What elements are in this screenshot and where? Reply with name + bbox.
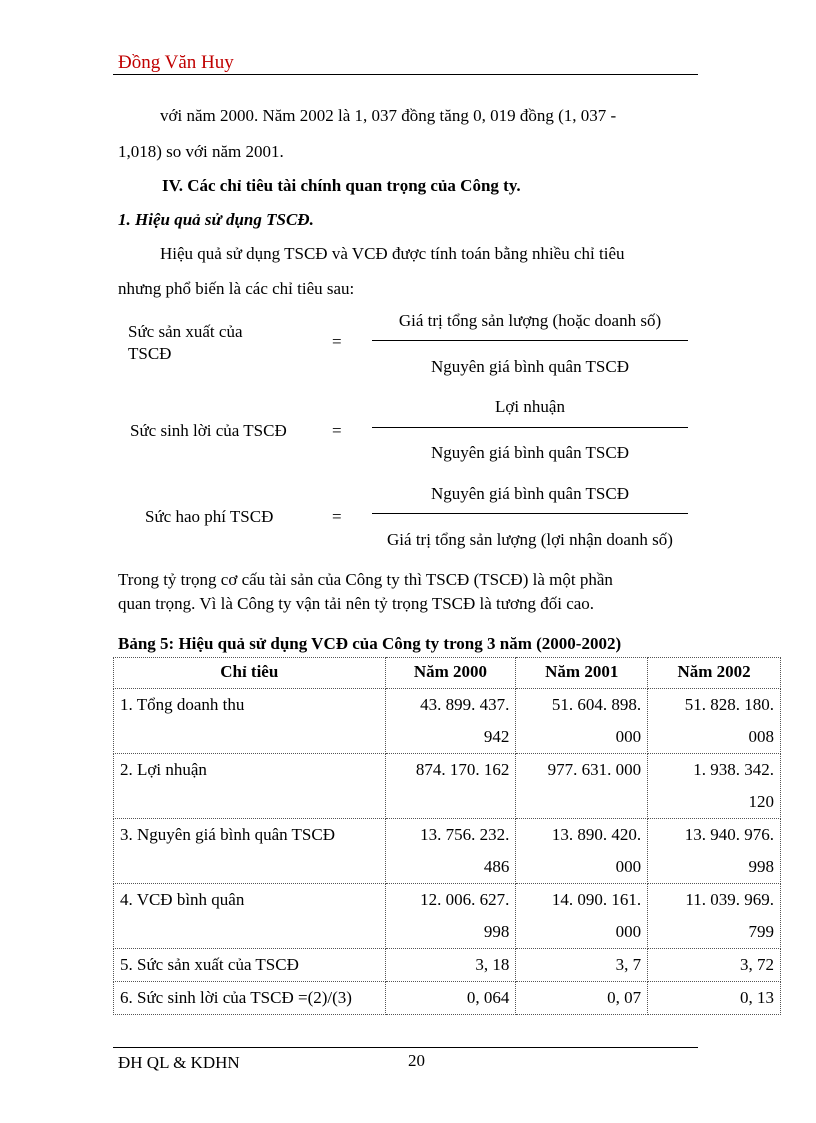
col-header-2002: Năm 2002 bbox=[648, 658, 781, 689]
table-header-row bbox=[114, 658, 781, 689]
table-row bbox=[114, 949, 781, 982]
intro-line-1: với năm 2000. Năm 2002 là 1, 037 đồng tăng 0, 019 đồng (1, 037 - bbox=[160, 106, 617, 125]
cell-2000: 13. 756. 232. 486 bbox=[385, 819, 516, 884]
formula-1-label: Sức sản xuất của bbox=[128, 322, 243, 341]
header-rule bbox=[113, 74, 698, 75]
footer-rule bbox=[113, 1047, 698, 1048]
row-label: 5. Sức sản xuất của TSCĐ bbox=[114, 949, 386, 982]
row-label: 6. Sức sinh lời của TSCĐ =(2)/(3) bbox=[114, 982, 386, 1015]
cell-2001: 51. 604. 898. 000 bbox=[516, 689, 648, 754]
formula-1-numerator: Giá trị tổng sản lượng (hoặc doanh số) bbox=[398, 311, 662, 330]
table-row bbox=[114, 819, 781, 884]
col-header-2000: Năm 2000 bbox=[385, 658, 516, 689]
section-title: IV. Các chỉ tiêu tài chính quan trọng của Công ty. bbox=[162, 176, 521, 195]
formula-3-denominator: Giá trị tổng sản lượng (lợi nhận doanh số) bbox=[387, 530, 673, 549]
formula-1-equals: = bbox=[332, 332, 342, 351]
formula-2-label: Sức sinh lời của TSCĐ bbox=[130, 421, 287, 440]
cell-2000: 3, 18 bbox=[385, 949, 516, 982]
formula-2-equals: = bbox=[332, 421, 342, 440]
cell-2002: 3, 72 bbox=[648, 949, 781, 982]
cell-2000: 0, 064 bbox=[385, 982, 516, 1015]
cell-2002: 13. 940. 976. 998 bbox=[648, 819, 781, 884]
col-header-indicator: Chỉ tiêu bbox=[114, 658, 386, 689]
efficiency-table bbox=[113, 657, 781, 1015]
para1-line-2: nhưng phổ biến là các chỉ tiêu sau: bbox=[118, 279, 355, 298]
cell-2002: 0, 13 bbox=[648, 982, 781, 1015]
table-row bbox=[114, 689, 781, 754]
formula-1-fraction-bar bbox=[372, 340, 688, 341]
row-label: 2. Lợi nhuận bbox=[114, 754, 386, 819]
formula-3-numerator: Nguyên giá bình quân TSCĐ bbox=[430, 484, 629, 503]
cell-2000: 43. 899. 437. 942 bbox=[385, 689, 516, 754]
cell-2001: 977. 631. 000 bbox=[516, 754, 648, 819]
subsection-title: 1. Hiệu quả sử dụng TSCĐ. bbox=[118, 210, 314, 229]
cell-2001: 13. 890. 420. 000 bbox=[516, 819, 648, 884]
formula-2-fraction-bar bbox=[372, 427, 688, 428]
row-label: 1. Tổng doanh thu bbox=[114, 689, 386, 754]
col-header-2001: Năm 2001 bbox=[516, 658, 648, 689]
cell-2002: 1. 938. 342. 120 bbox=[648, 754, 781, 819]
formula-3-equals: = bbox=[332, 507, 342, 526]
para2-line-2: quan trọng. Vì là Công ty vận tải nên tỷ trọng TSCĐ là tương đối cao. bbox=[118, 594, 595, 613]
cell-2000: 874. 170. 162 bbox=[385, 754, 516, 819]
cell-2002: 51. 828. 180. 008 bbox=[648, 689, 781, 754]
formula-3-label: Sức hao phí TSCĐ bbox=[145, 507, 274, 526]
page-number: 20 bbox=[408, 1051, 425, 1070]
row-label: 4. VCĐ bình quân bbox=[114, 884, 386, 949]
header-author: Đồng Văn Huy bbox=[118, 52, 234, 73]
para2-line-1: Trong tỷ trọng cơ cấu tài sản của Công ty thì TSCĐ (TSCĐ) là một phần bbox=[118, 570, 613, 589]
formula-2-numerator: Lợi nhuận bbox=[495, 397, 565, 416]
cell-2000: 12. 006. 627. 998 bbox=[385, 884, 516, 949]
table-row bbox=[114, 982, 781, 1015]
intro-line-2: 1,018) so với năm 2001. bbox=[118, 142, 284, 161]
cell-2001: 14. 090. 161. 000 bbox=[516, 884, 648, 949]
para1-line-1: Hiệu quả sử dụng TSCĐ và VCĐ được tính toán bằng nhiều chỉ tiêu bbox=[160, 244, 625, 263]
formula-1-denominator: Nguyên giá bình quân TSCĐ bbox=[430, 357, 629, 376]
formula-3-fraction-bar bbox=[372, 513, 688, 514]
table-caption: Bảng 5: Hiệu quả sử dụng VCĐ của Công ty trong 3 năm (2000-2002) bbox=[118, 634, 622, 653]
row-label: 3. Nguyên giá bình quân TSCĐ bbox=[114, 819, 386, 884]
cell-2002: 11. 039. 969. 799 bbox=[648, 884, 781, 949]
formula-2-denominator: Nguyên giá bình quân TSCĐ bbox=[430, 443, 629, 462]
table-row bbox=[114, 884, 781, 949]
cell-2001: 0, 07 bbox=[516, 982, 648, 1015]
footer-institution: ĐH QL & KDHN bbox=[118, 1053, 240, 1072]
table-row bbox=[114, 754, 781, 819]
cell-2001: 3, 7 bbox=[516, 949, 648, 982]
formula-1-label-cont: TSCĐ bbox=[128, 344, 172, 363]
